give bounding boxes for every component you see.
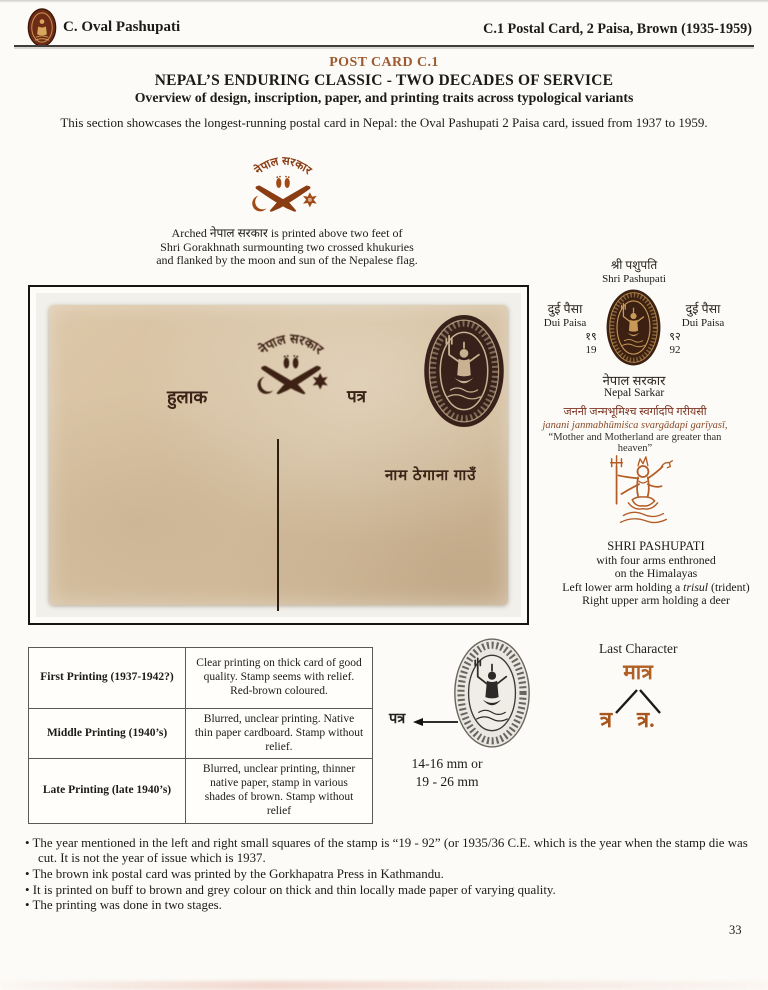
crest-caption [132,227,442,268]
paisa-left-latin: Dui Paisa [543,317,587,329]
postcard-stamp-icon [423,314,505,428]
year-right-latin: 92 [669,343,681,356]
header-divider [14,45,754,47]
diagram-bottom-devanagari: नेपाल सरकार [602,373,666,388]
pashupati-caption-line: with four arms enthroned [596,552,716,567]
motto-devanagari: जननी जन्मभूमिश्च स्वर्गादपि गरीयसी [563,406,707,418]
printing-desc: Blurred, unclear printing. Native thin paper cardboard. Stamp without relief. [186,709,373,759]
table-row [29,648,373,709]
year-left-latin: 19 [585,343,597,356]
page-subtitle: Overview of design, inscription, paper, and printing traits across typological variants [134,90,634,105]
measure-size-line2: 19 - 26 mm [415,773,479,789]
postcard-image [49,305,508,605]
postcard-patra-word: पत्र [347,387,367,406]
printing-label: Middle Printing (1940’s) [29,709,186,759]
motto-transliteration: janani janmabhūmiśca svargādapi garīyasī, [542,420,728,431]
catalog-title: C.1 Postal Card, 2 Paisa, Brown (1935-1959) [483,21,752,37]
printings-table [28,647,373,824]
nepal-crest-emblem-icon [241,144,325,222]
paisa-right-devanagari: दुई पैसा [685,302,721,316]
shri-pashupati-figure-icon [597,451,685,537]
diagram-bottom-latin: Nepal Sarkar [603,387,665,399]
last-character-title: Last Character [599,641,678,656]
last-character-child-right: त्र. [637,707,655,732]
printing-label: Late Printing (late 1940’s) [29,759,186,823]
paisa-left-devanagari: दुई पैसा [547,302,583,316]
page-number: 33 [729,923,742,937]
footnote-item: • The printing was done in two stages. [25,898,758,913]
table-row [29,759,373,823]
printing-desc: Clear printing on thick card of good quality. Stamp seems with relief. Red-brown coloured. [186,648,373,709]
measure-word: पत्र [389,711,406,727]
pashupati-caption-line: Right upper arm holding a deer [582,593,730,608]
measure-size-line1: 14-16 mm or [411,756,483,771]
year-left-devanagari: १९ [585,331,597,343]
table-row [29,709,373,759]
motto-translation: “Mother and Motherland are greater than heaven” [548,432,722,454]
last-character-child-left: त्र [600,707,613,732]
postcard-crest-icon [245,321,337,405]
postcard-arched-text: नेपाल सरकार [256,331,326,358]
scan-edge-bottom [0,981,768,990]
pashupati-caption-line: on the Himalayas [614,566,698,581]
postcard-address-line: नाम ठेगाना गाउँ [385,468,477,484]
svg-text:नेपाल सरकार [255,332,326,358]
footnote-item: • The brown ink postal card was printed by the Gorkhapatra Press in Kathmandu. [25,867,758,882]
postcard-photo [36,293,521,617]
svg-text:नेपाल सरकार [251,155,315,178]
footnote-item: • The year mentioned in the left and right small squares of the stamp is “19 - 92” (or 1935/36 C.E. which is the year when the stamp die was cut. It is not the year of issue which is 1937. [25,836,758,866]
crest-caption-line: Shri Gorakhnath surmounting two crossed khukuries [160,239,414,254]
measure-arrow-icon [413,715,458,727]
page-title: NEPAL’S ENDURING CLASSIC - TWO DECADES OF SERVICE [154,72,614,89]
crest-arched-text: नेपाल सरकार [252,155,314,178]
oval-pashupati-logo-icon [27,8,57,47]
printing-desc: Blurred, unclear printing, thinner native paper, stamp in various shades of brown. Stamp without relief [186,759,373,823]
diagram-year-left [578,331,604,356]
footnotes-list [25,836,758,914]
page-kicker: POST CARD C.1 [329,55,439,70]
pashupati-caption [551,540,761,608]
paisa-right-latin: Dui Paisa [681,317,725,329]
footnote-item: • It is printed on buff to brown and grey colour on thick and thin locally made paper of varying quality. [25,883,758,898]
pashupati-caption-title: SHRI PASHUPATI [607,539,705,553]
pashupati-caption-line [551,581,761,595]
postcard-divider-line [277,439,279,611]
diagram-year-right [662,331,688,356]
last-character-parent: मात्र [623,660,653,684]
crest-caption-line: Arched नेपाल सरकार is printed above two feet of [171,226,403,240]
intro-text: This section showcases the longest-running postal card in Nepal: the Oval Pashupati 2 Paisa card, issued from 1937 to 1959. [60,115,708,130]
section-title: C. Oval Pashupati [63,19,181,35]
printing-label: First Printing (1937-1942?) [29,648,186,709]
scan-edge-top [0,0,768,3]
diagram-top-devanagari: श्री पशुपति [610,258,658,272]
crest-caption-line: and flanked by the moon and sun of the Nepalese flag. [156,253,418,267]
diagram-paisa-left [528,300,602,330]
diagram-paisa-right [666,300,740,330]
caption-line4-pre: Left lower arm holding a [562,579,684,594]
caption-line4-post: (trident) [708,579,750,594]
year-right-devanagari: ९२ [669,331,681,343]
caption-line4-italic: trisul [683,579,709,594]
measure-size-text [396,755,498,790]
postcard-hulak-word: हुलाक [167,387,208,407]
oval-pashupati-stamp-icon [606,289,661,366]
postcard-frame [28,285,529,625]
diagram-top-latin: Shri Pashupati [602,273,666,285]
stamp-closeup-icon [452,637,532,749]
